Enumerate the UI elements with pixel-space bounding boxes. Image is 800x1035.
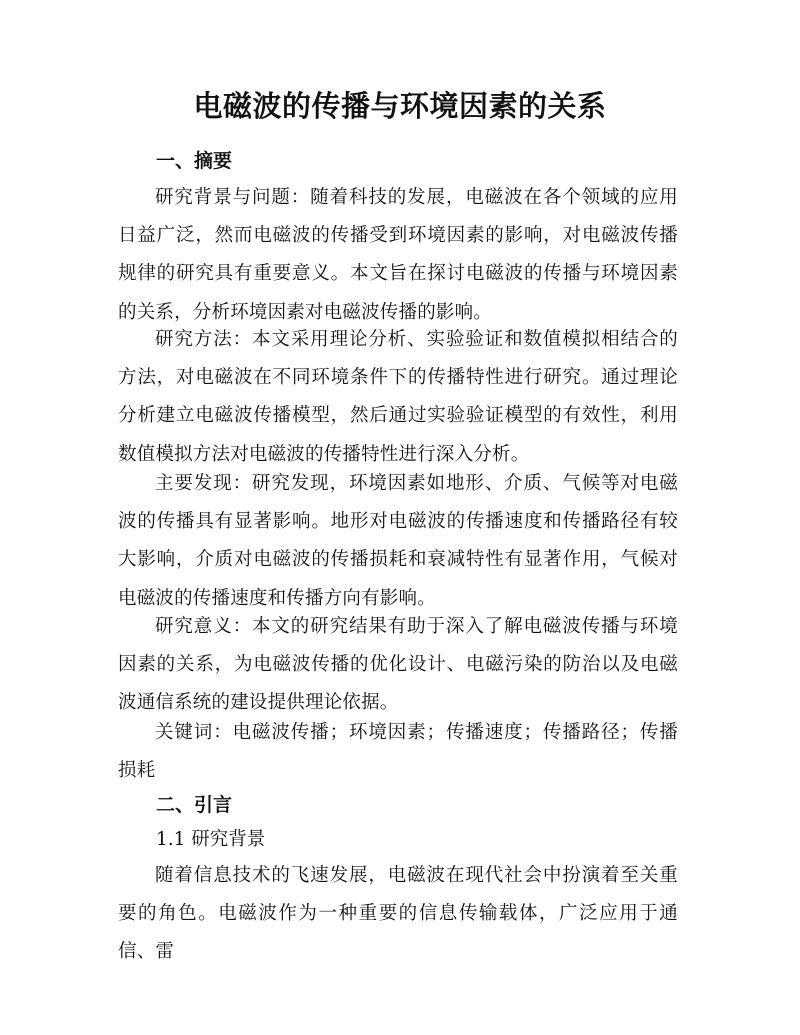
paragraph-significance: 研究意义：本文的研究结果有助于深入了解电磁波传播与环境因素的关系，为电磁波传播的优化设计、电磁污染的防治以及电磁波通信系统的建设提供理论依据。 — [118, 616, 678, 714]
paragraph-background: 研究背景与问题：随着科技的发展，电磁波在各个领域的应用日益广泛，然而电磁波的传播受到环境因素的影响，对电磁波传播规律的研究具有重要意义。本文旨在探讨电磁波的传播与环境因素的关系，分析环境因素对电磁波传播的影响。 — [118, 187, 678, 323]
paragraph-keywords: 关键词：电磁波传播；环境因素；传播速度；传播路径；传播损耗 — [118, 722, 678, 782]
paragraph-method: 研究方法：本文采用理论分析、实验验证和数值模拟相结合的方法，对电磁波在不同环境条件下的传播特性进行研究。通过理论分析建立电磁波传播模型，然后通过实验验证模型的有效性，利用数值模拟方法对电磁波的传播特性进行深入分析。 — [118, 329, 678, 465]
section-heading-abstract: 一、摘要 — [156, 150, 233, 172]
paragraph-findings: 主要发现：研究发现，环境因素如地形、介质、气候等对电磁波的传播具有显著影响。地形对电磁波的传播速度和传播路径有较大影响，介质对电磁波的传播损耗和衰减特性有显著作用，气候对电磁波的传播速度和传播方向有影响。 — [118, 473, 678, 609]
section-heading-intro: 二、引言 — [156, 794, 233, 816]
subsection-heading-background: 1.1 研究背景 — [156, 829, 266, 850]
paragraph-intro-text: 随着信息技术的飞速发展，电磁波在现代社会中扮演着至关重要的角色。电磁波作为一种重要的信息传输载体，广泛应用于通信、雷 — [118, 865, 678, 963]
document-title: 电磁波的传播与环境因素的关系 — [193, 89, 607, 123]
